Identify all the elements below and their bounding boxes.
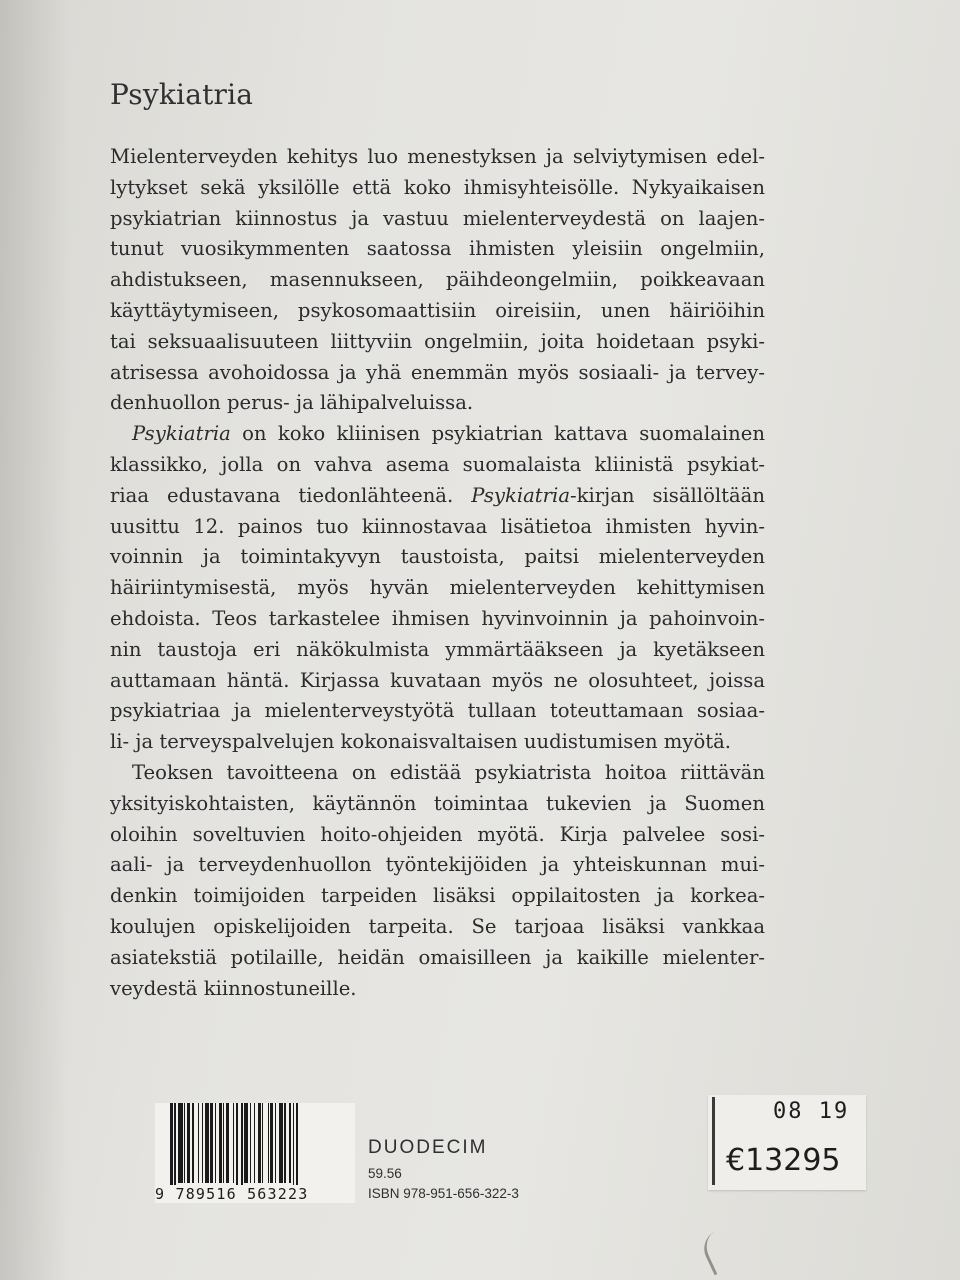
cover-scuff-mark (698, 1229, 738, 1276)
text-line: häiriintymisestä, myös hyvän mielenterveyden kehittymisen (110, 576, 765, 600)
price-sticker (708, 1095, 866, 1190)
text-line: asiatekstiä potilaille, heidän omaisilleen ja kaikille mielenter- (110, 945, 765, 969)
book-title-italic: Psykiatria (132, 422, 231, 446)
text-line: li- ja terveyspalvelujen kokonaisvaltaisen uudistumisen myötä. (110, 730, 732, 754)
text-line (110, 419, 765, 450)
text-fragment: -kirjan sisällöltään (570, 483, 765, 507)
text-line: oloihin soveltuvien hoito-ohjeiden myötä. Kirja palvelee sosi- (110, 822, 765, 846)
text-line: uusittu 12. painos tuo kiinnostavaa lisätietoa ihmisten hyvin- (110, 514, 765, 538)
text-line: denkin toimijoiden tarpeiden lisäksi oppilaitosten ja korkea- (110, 884, 765, 908)
paragraph-1 (110, 142, 765, 419)
text-line (110, 481, 765, 512)
text-line: nin taustoja eri näkökulmista ymmärtääkseen ja kyetäkseen (110, 637, 765, 661)
text-line: Teoksen tavoitteena on edistää psykiatrista hoitoa riittävän (132, 760, 765, 784)
text-line: klassikko, jolla on vahva asema suomalaista kliinistä psykiat- (110, 452, 765, 476)
text-line: Mielenterveyden kehitys luo menestyksen ja selviytymisen edel- (110, 145, 765, 168)
text-fragment: on koko kliinisen psykiatrian kattava suomalainen (230, 422, 765, 446)
text-line: denhuollon perus- ja lähipalveluissa. (110, 391, 474, 415)
text-fragment: riaa edustavana tiedonlähteenä. (110, 483, 472, 507)
text-line: koulujen opiskelijoiden tarpeita. Se tarjoaa lisäksi vankkaa (110, 914, 765, 938)
text-line: voinnin ja toimintakyvyn taustoista, paitsi mielenterveyden (110, 545, 765, 569)
sticker-date: 08 19 (773, 1099, 850, 1124)
text-line: atrisessa avohoidossa ja yhä enemmän myös sosiaali- ja tervey- (110, 360, 765, 384)
text-line: tunut vuosikymmenten saatossa ihmisten yleisiin ongelmiin, (110, 237, 765, 261)
paragraph-2 (110, 419, 765, 758)
text-line: yksityiskohtaisten, käytännön toimintaa tukevien ja Suomen (110, 791, 765, 815)
isbn-number: ISBN 978-951-656-322-3 (368, 1186, 519, 1201)
back-cover-text (110, 142, 765, 1004)
paragraph-3 (110, 758, 765, 1004)
text-line: tai seksuaalisuuteen liittyviin ongelmiin, joita hoidetaan psyki- (110, 329, 765, 353)
barcode-digits: 9 789516 563223 (155, 1185, 355, 1203)
text-line: käyttäytymiseen, psykosomaattisiin oireisiin, unen häiriöihin (110, 298, 765, 322)
book-title: Psykiatria (110, 78, 254, 111)
barcode-gap (298, 1103, 299, 1183)
text-line: psykiatrian kiinnostus ja vastuu mielenterveydestä on laajen- (110, 206, 765, 230)
sticker-price: €13295 (726, 1143, 841, 1178)
isbn-barcode (155, 1103, 355, 1201)
text-line: psykiatriaa ja mielenterveystyötä tullaan toteuttamaan sosiaa- (110, 699, 765, 723)
page-shadow (0, 0, 70, 1280)
sticker-edge-mark (712, 1097, 715, 1185)
text-line: auttamaan häntä. Kirjassa kuvataan myös ne olosuhteet, joissa (110, 668, 765, 692)
text-line: ahdistukseen, masennukseen, päihdeongelmiin, poikkeavaan (110, 268, 765, 292)
text-line: ehdoista. Teos tarkastelee ihmisen hyvinvoinnin ja pahoinvoin- (110, 606, 765, 630)
barcode-bars (170, 1103, 345, 1183)
publisher-name: DUODECIM (368, 1137, 488, 1158)
text-line: veydestä kiinnostuneille. (110, 976, 357, 1000)
classification-code: 59.56 (368, 1166, 402, 1181)
book-title-italic: Psykiatria (471, 483, 570, 507)
text-line: lytykset sekä yksilölle että koko ihmisyhteisölle. Nykyaikaisen (110, 175, 765, 199)
text-line: aali- ja terveydenhuollon työntekijöiden ja yhteiskunnan mui- (110, 853, 765, 877)
